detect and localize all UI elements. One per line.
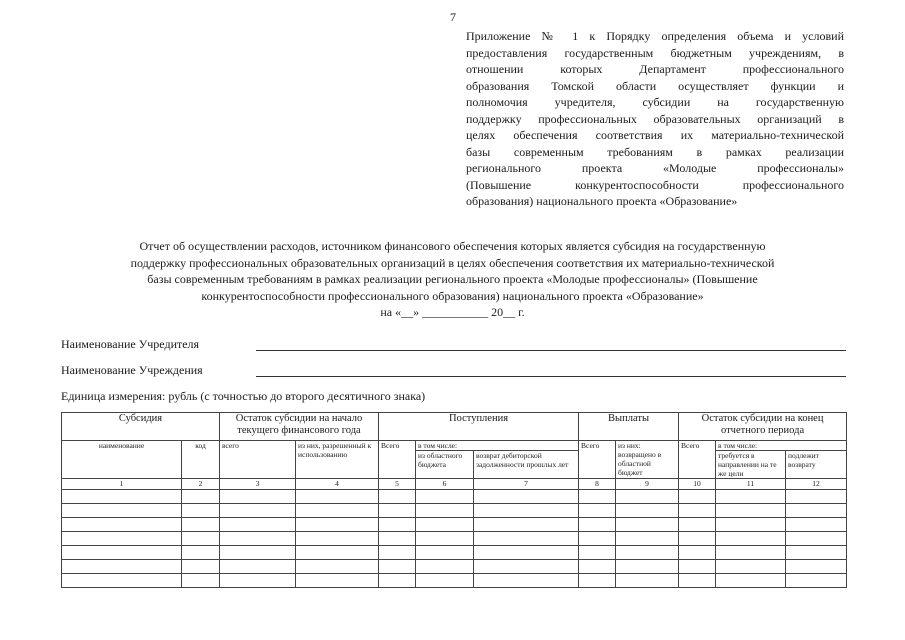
table-cell[interactable] <box>296 518 379 532</box>
header-receivables-return: возврат дебиторской задолженности прошлых лет <box>474 451 579 479</box>
table-cell[interactable] <box>616 574 679 588</box>
table-cell[interactable] <box>416 532 474 546</box>
column-number: 7 <box>474 479 579 490</box>
table-cell[interactable] <box>716 574 786 588</box>
table-cell[interactable] <box>579 518 616 532</box>
column-number: 5 <box>379 479 416 490</box>
table-row <box>62 504 847 518</box>
column-number: 12 <box>786 479 847 490</box>
table-cell[interactable] <box>416 574 474 588</box>
table-cell[interactable] <box>786 546 847 560</box>
table-cell[interactable] <box>296 490 379 504</box>
table-row <box>62 532 847 546</box>
table-cell[interactable] <box>679 504 716 518</box>
table-cell[interactable] <box>474 518 579 532</box>
appendix-line: поддержку профессиональных образовательных организаций в <box>466 111 844 126</box>
table-cell[interactable] <box>220 574 296 588</box>
appendix-line: образования) национального проекта «Образование» <box>466 194 738 208</box>
header-code: код <box>182 441 220 479</box>
table-cell[interactable] <box>786 532 847 546</box>
table-cell[interactable] <box>786 504 847 518</box>
table-cell[interactable] <box>474 490 579 504</box>
header-payments: Выплаты <box>579 413 679 441</box>
report-title-line: Отчет об осуществлении расходов, источником финансового обеспечения которых является субсидия на государственную <box>139 239 766 253</box>
table-cell[interactable] <box>296 560 379 574</box>
header-end-total: Всего <box>679 441 716 479</box>
table-cell[interactable] <box>716 518 786 532</box>
header-allowed-use: из них, разрешенный к использованию <box>296 441 379 479</box>
header-name: наименование <box>62 441 182 479</box>
column-number: 9 <box>616 479 679 490</box>
table-cell[interactable] <box>379 546 416 560</box>
table-cell[interactable] <box>716 490 786 504</box>
header-balance-start: Остаток субсидии на начало текущего финансового года <box>220 413 379 441</box>
table-cell[interactable] <box>616 504 679 518</box>
table-cell[interactable] <box>579 532 616 546</box>
report-title-line: поддержку профессиональных образовательных организаций в целях обеспечения соответствия их материально-технической <box>130 255 775 270</box>
founder-field[interactable] <box>256 350 846 351</box>
table-cell[interactable] <box>182 532 220 546</box>
table-cell[interactable] <box>296 504 379 518</box>
table-cell[interactable] <box>62 504 182 518</box>
report-title-line: конкурентоспособности профессионального образования) национального проекта «Образование» <box>201 288 704 303</box>
report-date-line: на «__» ___________ 20__ г. <box>380 305 525 319</box>
header-receipts: Поступления <box>379 413 579 441</box>
column-number: 6 <box>416 479 474 490</box>
table-row <box>62 490 847 504</box>
column-number: 2 <box>182 479 220 490</box>
appendix-note <box>466 28 844 210</box>
table-cell[interactable] <box>182 490 220 504</box>
table-cell[interactable] <box>379 490 416 504</box>
table-cell[interactable] <box>579 560 616 574</box>
table-cell[interactable] <box>296 546 379 560</box>
units-note: Единица измерения: рубль (с точностью до второго десятичного знака) <box>61 389 426 403</box>
table-cell[interactable] <box>220 504 296 518</box>
table-cell[interactable] <box>716 532 786 546</box>
table-cell[interactable] <box>62 490 182 504</box>
table-cell[interactable] <box>616 490 679 504</box>
appendix-line: отношении которых Департамент профессионального <box>466 62 844 76</box>
table-cell[interactable] <box>474 532 579 546</box>
table-row <box>62 518 847 532</box>
institution-field[interactable] <box>256 376 846 377</box>
table-cell[interactable] <box>786 574 847 588</box>
table-cell[interactable] <box>616 560 679 574</box>
table-cell[interactable] <box>579 504 616 518</box>
table-cell[interactable] <box>379 560 416 574</box>
table-cell[interactable] <box>716 546 786 560</box>
table-cell[interactable] <box>182 574 220 588</box>
founder-label: Наименование Учредителя <box>61 337 200 351</box>
header-payments-total: Всего <box>579 441 616 479</box>
header-returned-to-budget: из них: возвращено в областной бюджет <box>616 441 679 479</box>
table-cell[interactable] <box>62 518 182 532</box>
table-cell[interactable] <box>416 504 474 518</box>
appendix-line: целях обеспечения соответствия их материально-технической <box>466 128 844 142</box>
header-total-start: всего <box>220 441 296 479</box>
table-cell[interactable] <box>62 560 182 574</box>
table-cell[interactable] <box>416 546 474 560</box>
table-cell[interactable] <box>220 490 296 504</box>
appendix-line: предоставления государственным бюджетным учреждениям, в <box>466 45 844 60</box>
table-cell[interactable] <box>786 560 847 574</box>
table-cell[interactable] <box>679 532 716 546</box>
table-cell[interactable] <box>416 560 474 574</box>
column-number: 1 <box>62 479 182 490</box>
table-cell[interactable] <box>220 532 296 546</box>
header-subsidy: Субсидия <box>62 413 220 441</box>
institution-label: Наименование Учреждения <box>61 363 203 377</box>
table-cell[interactable] <box>182 546 220 560</box>
table-cell[interactable] <box>220 518 296 532</box>
header-receipts-including: в том числе: <box>416 441 579 451</box>
table-cell[interactable] <box>474 546 579 560</box>
table-cell[interactable] <box>786 490 847 504</box>
appendix-line: Приложение № 1 к Порядку определения объема и условий <box>466 29 844 43</box>
table-cell[interactable] <box>616 518 679 532</box>
column-number: 8 <box>579 479 616 490</box>
report-title-line: базы современным требованиям в рамках реализации регионального проекта «Молодые профессионалы» (Повышение <box>147 272 758 286</box>
table-cell[interactable] <box>379 532 416 546</box>
table-cell[interactable] <box>786 518 847 532</box>
table-row <box>62 560 847 574</box>
table-cell[interactable] <box>62 546 182 560</box>
table-cell[interactable] <box>62 532 182 546</box>
appendix-line: (Повышение конкурентоспособности профессионального <box>466 177 844 192</box>
table-cell[interactable] <box>379 518 416 532</box>
table-cell[interactable] <box>296 532 379 546</box>
column-number: 3 <box>220 479 296 490</box>
table-cell[interactable] <box>579 546 616 560</box>
table-cell[interactable] <box>474 574 579 588</box>
report-table <box>61 412 847 588</box>
header-receipts-total: Всего <box>379 441 416 479</box>
table-cell[interactable] <box>416 490 474 504</box>
table-cell[interactable] <box>182 504 220 518</box>
column-number: 10 <box>679 479 716 490</box>
report-title <box>60 238 845 321</box>
header-balance-end: Остаток субсидии на конец отчетного периода <box>679 413 847 441</box>
table-cell[interactable] <box>679 560 716 574</box>
table-cell[interactable] <box>716 504 786 518</box>
table-cell[interactable] <box>379 574 416 588</box>
column-number: 4 <box>296 479 379 490</box>
table-cell[interactable] <box>679 574 716 588</box>
appendix-line: базы современным требованиям в рамках реализации <box>466 144 844 159</box>
table-cell[interactable] <box>379 504 416 518</box>
table-cell[interactable] <box>296 574 379 588</box>
table-row <box>62 574 847 588</box>
header-from-regional-budget: из областного бюджета <box>416 451 474 479</box>
table-cell[interactable] <box>616 546 679 560</box>
table-cell[interactable] <box>416 518 474 532</box>
table-cell[interactable] <box>182 560 220 574</box>
header-to-return: подлежит возврату <box>786 451 847 479</box>
appendix-line: полномочия учредителя, субсидии на государственную <box>466 95 844 109</box>
page-number: 7 <box>450 10 456 24</box>
table-cell[interactable] <box>220 546 296 560</box>
table-cell[interactable] <box>679 490 716 504</box>
table-cell[interactable] <box>579 490 616 504</box>
table-cell[interactable] <box>679 518 716 532</box>
table-cell[interactable] <box>679 546 716 560</box>
table-cell[interactable] <box>62 574 182 588</box>
table-cell[interactable] <box>474 560 579 574</box>
header-required-same-purpose: требуется в направлении на те же цели <box>716 451 786 479</box>
table-cell[interactable] <box>182 518 220 532</box>
table-cell[interactable] <box>716 560 786 574</box>
table-cell[interactable] <box>474 504 579 518</box>
table-row <box>62 546 847 560</box>
table-cell[interactable] <box>220 560 296 574</box>
table-cell[interactable] <box>579 574 616 588</box>
appendix-line: образования Томской области осуществляет функции и <box>466 78 844 93</box>
appendix-line: регионального проекта «Молодые профессионалы» <box>466 161 844 175</box>
header-end-including: в том числе: <box>716 441 847 451</box>
table-cell[interactable] <box>616 532 679 546</box>
column-number: 11 <box>716 479 786 490</box>
